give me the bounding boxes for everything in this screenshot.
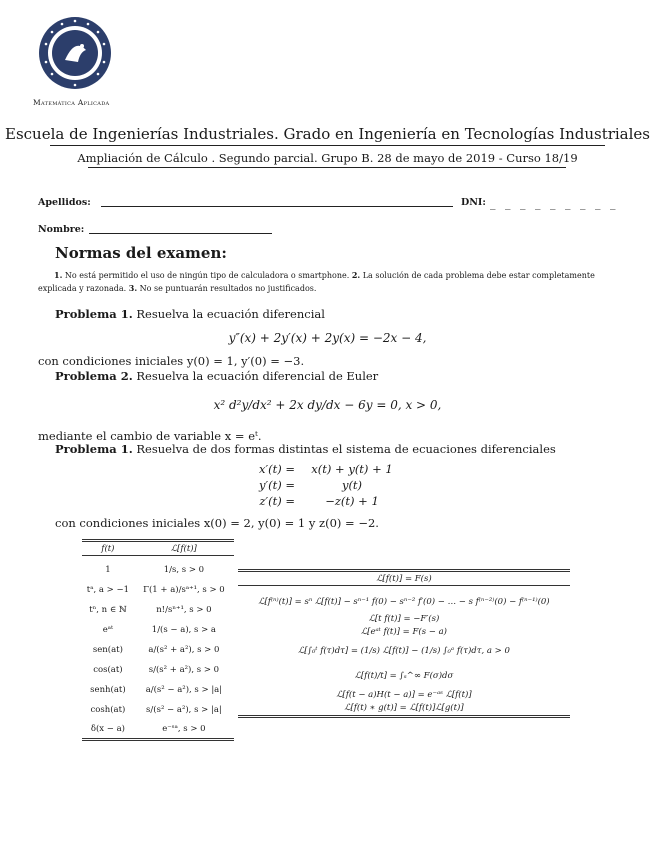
- cell-f: cos(at): [93, 665, 123, 675]
- rule-1-text: No está permitido el uso de ningún tipo de calculadora o smartphone.: [62, 271, 352, 280]
- problem-2-equation: x² d²y/dx² + 2x dy/dx − 6y = 0, x > 0,: [213, 398, 442, 412]
- system-rhs: x(t) + y(t) + 1: [311, 462, 393, 476]
- table-row: [238, 638, 570, 664]
- system-row: [258, 477, 403, 493]
- props-header-row: [238, 571, 570, 586]
- system-lhs: z′(t) =: [259, 494, 295, 508]
- system-rhs: −z(t) + 1: [325, 494, 379, 508]
- rule-1-number: 1.: [54, 270, 63, 280]
- header-f: f(t): [101, 543, 115, 554]
- rules-text: [38, 269, 618, 295]
- cell-laplace: a/(s² + a²), s > 0: [148, 645, 220, 655]
- cell-f: tᵃ, a > −1: [86, 585, 130, 595]
- table-row: [238, 701, 570, 717]
- props-header: ℒ[f(t)] = F(s): [376, 573, 432, 584]
- table-row: [82, 700, 234, 720]
- problem-1-conditions: con condiciones iniciales y(0) = 1, y′(0) = −3.: [38, 354, 305, 368]
- table-row: [238, 592, 570, 612]
- rules-heading: Normas del examen:: [55, 244, 227, 262]
- course-line: Ampliación de Cálculo . Segundo parcial. Grupo B. 28 de mayo de 2019 - Curso 18/19: [77, 151, 578, 165]
- cell-laplace: 1/(s − a), s > a: [151, 625, 217, 635]
- system-rhs: y(t): [341, 478, 363, 492]
- problem-3-text: Resuelva de dos formas distintas el sistema de ecuaciones diferenciales: [132, 442, 556, 456]
- cell-laplace: Γ(1 + a)/sᵃ⁺¹, s > 0: [143, 585, 225, 595]
- problem-3-label: Problema 1.: [55, 442, 133, 456]
- problem-2-label: Problema 2.: [55, 369, 133, 383]
- university-seal-logo: [38, 16, 112, 90]
- table-row: [82, 560, 234, 580]
- apellidos-label: Apellidos:: [38, 197, 91, 208]
- dni-field[interactable]: _ _ _ _ _ _ _ _ _: [490, 197, 619, 210]
- table-header-row: [82, 541, 234, 556]
- cell-laplace: n!/sⁿ⁺¹, s > 0: [156, 605, 212, 615]
- table-row: [82, 580, 234, 600]
- problem-1-statement: [55, 307, 325, 321]
- laplace-transform-table: [82, 539, 234, 741]
- problem-3-conditions: con condiciones iniciales x(0) = 2, y(0) = 1 y z(0) = −2.: [55, 516, 379, 530]
- apellidos-field[interactable]: [101, 206, 453, 207]
- cell-f: 1: [105, 565, 111, 575]
- table-row: [82, 620, 234, 640]
- header-laplace: ℒ[f(t)]: [170, 543, 197, 554]
- cell-f: cosh(at): [90, 705, 126, 715]
- props-row: ℒ[∫₀ᵗ f(τ)dτ] = (1/s) ℒ[f(t)] − (1/s) ∫₀ᵃ f(τ)dτ, a > 0: [298, 646, 510, 656]
- props-row: ℒ[eᵃᵗ f(t)] = F(s − a): [361, 626, 447, 637]
- laplace-properties-table: [238, 569, 570, 718]
- cell-laplace: e⁻ˢᵃ, s > 0: [162, 724, 206, 734]
- table-row: [82, 680, 234, 700]
- cell-f: tⁿ, n ∈ ℕ: [89, 605, 127, 615]
- props-row: ℒ[t f(t)] = −F′(s): [368, 613, 440, 624]
- table-row: [238, 625, 570, 638]
- cell-laplace: a/(s² − a²), s > |a|: [145, 685, 223, 695]
- system-row: [258, 461, 403, 477]
- system-lhs: x′(t) =: [259, 462, 295, 476]
- table-row: [238, 664, 570, 688]
- table-row: [82, 640, 234, 660]
- cell-f: δ(x − a): [90, 724, 125, 734]
- cell-laplace: 1/s, s > 0: [163, 565, 205, 575]
- problem-2-conditions: mediante el cambio de variable x = eᵗ.: [38, 429, 262, 443]
- props-row: ℒ[f(t)/t] = ∫ₛ^∞ F(σ)dσ: [354, 671, 454, 681]
- table-row: [238, 612, 570, 625]
- table-row: [82, 660, 234, 680]
- course-rule: [88, 167, 566, 168]
- table-row: [82, 720, 234, 740]
- equation-system: [258, 461, 403, 509]
- problem-2-statement: [55, 369, 378, 383]
- problem-1-text: Resuelva la ecuación diferencial: [132, 307, 325, 321]
- props-row: ℒ[f(t − a)H(t − a)] = e⁻ᵃˢ ℒ[f(t)]: [336, 689, 472, 700]
- rule-2-text: La solución de cada problema debe estar completamente explicada y razonada.: [38, 271, 595, 293]
- problem-1-label: Problema 1.: [55, 307, 133, 321]
- cell-laplace: s/(s² − a²), s > |a|: [146, 705, 222, 715]
- nombre-field[interactable]: [89, 233, 272, 234]
- cell-f: eᵃᵗ: [102, 625, 114, 635]
- school-title: Escuela de Ingenierías Industriales. Grado en Ingeniería en Tecnologías Industriales: [5, 125, 650, 143]
- cell-f: senh(at): [90, 685, 126, 695]
- table-row: [238, 688, 570, 701]
- rule-3-text: No se puntuarán resultados no justificados.: [137, 284, 317, 293]
- department-name: Matemática Aplicada: [33, 98, 110, 107]
- nombre-label: Nombre:: [38, 224, 85, 235]
- rule-2-number: 2.: [351, 270, 361, 280]
- problem-2-text: Resuelva la ecuación diferencial de Euler: [132, 369, 379, 383]
- dni-label: DNI:: [461, 197, 486, 208]
- props-row: ℒ[f⁽ⁿ⁾(t)] = sⁿ ℒ[f(t)] − sⁿ⁻¹ f(0) − sⁿ⁻² f′(0) − … − s f⁽ⁿ⁻²⁾(0) − f⁽ⁿ⁻¹⁾(0): [258, 597, 550, 607]
- system-lhs: y′(t) =: [259, 478, 295, 492]
- cell-laplace: s/(s² + a²), s > 0: [148, 665, 220, 675]
- cell-f: sen(at): [92, 645, 123, 655]
- props-row: ℒ[f(t) ∗ g(t)] = ℒ[f(t)]ℒ[g(t)]: [344, 703, 464, 713]
- title-rule: [50, 145, 605, 146]
- problem-1-equation: y″(x) + 2y′(x) + 2y(x) = −2x − 4,: [228, 331, 427, 345]
- table-row: [82, 600, 234, 620]
- problem-3-statement: [55, 442, 556, 456]
- system-row: [258, 493, 403, 509]
- rule-3-number: 3.: [128, 283, 138, 293]
